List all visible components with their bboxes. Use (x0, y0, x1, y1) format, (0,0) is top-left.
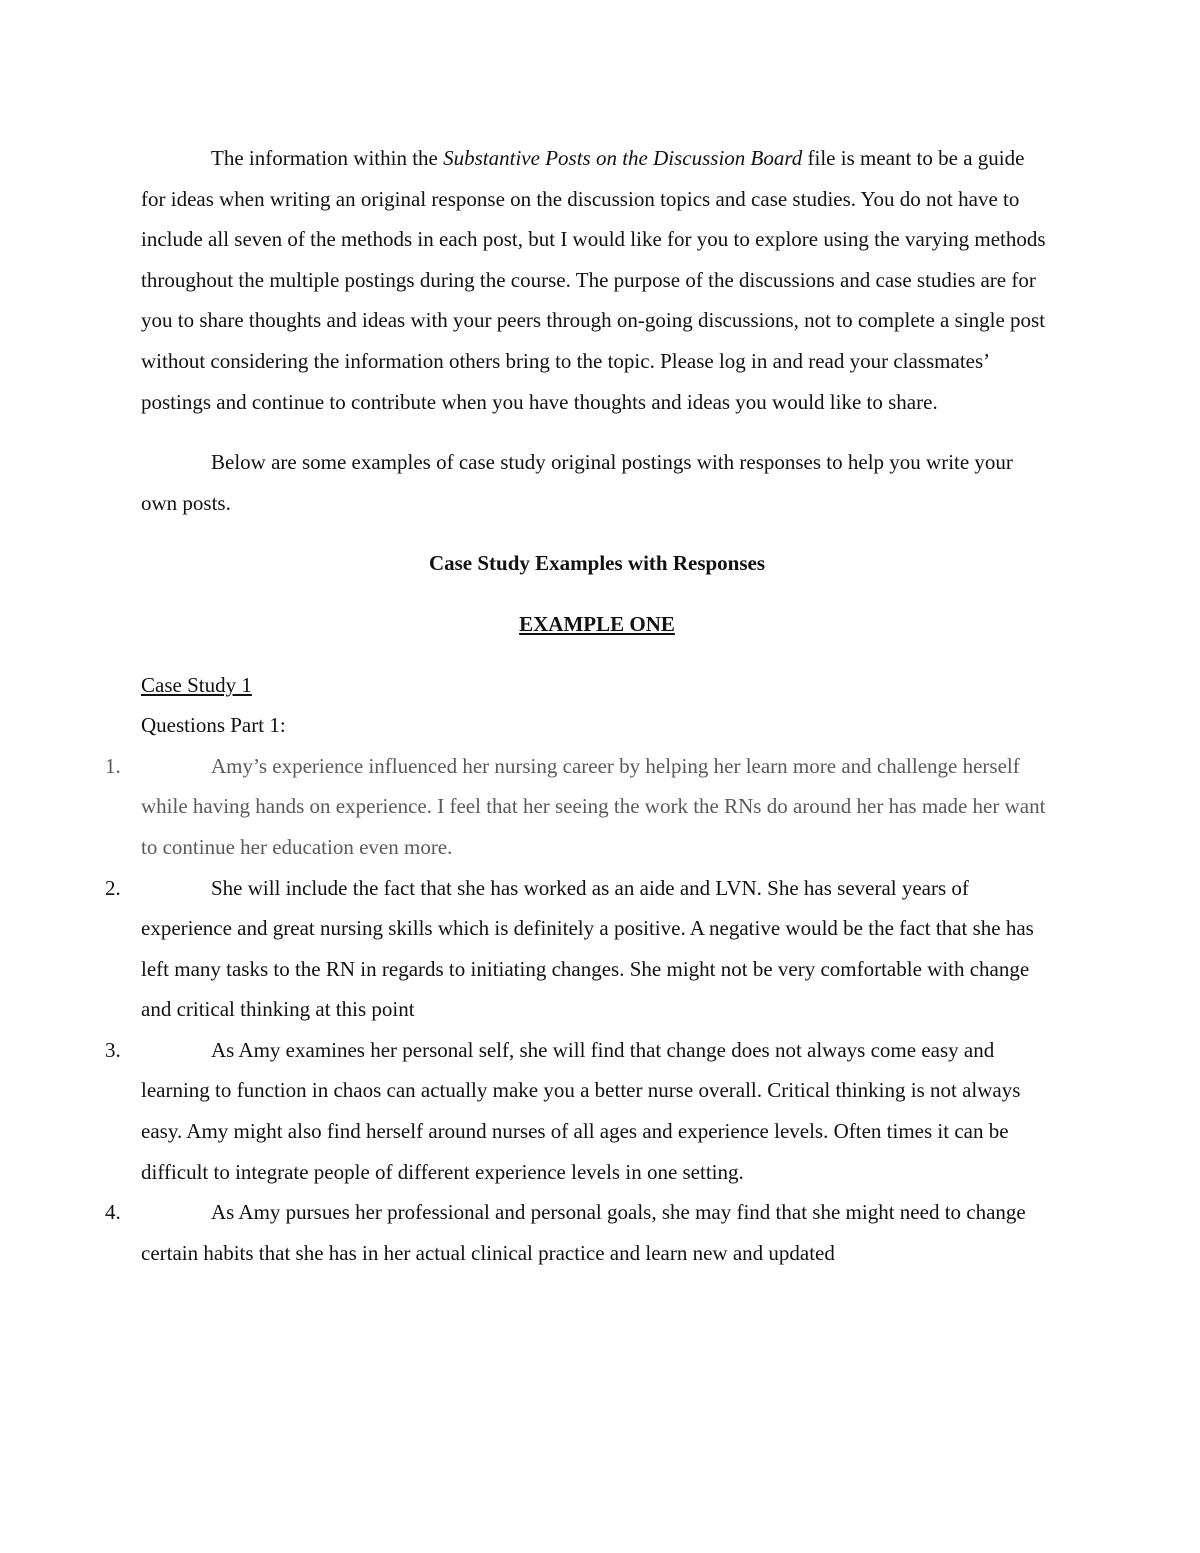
list-item-number: 1. (105, 753, 121, 778)
list-item-text: She will include the fact that she has worked as an aide and LVN. She has several years of experience and great nursing skills which is definitely a positive. A negative would be the fact that she has left many tasks to the RN in regards to initiating changes. She might not be very comfortable with change and critical thinking at this point (141, 875, 1034, 1022)
list-item (105, 746, 1053, 868)
intro-text-start: The information within the (211, 146, 444, 170)
list-item-text: As Amy examines her personal self, she will find that change does not always come easy and learning to function in chaos can actually make you a better nurse overall. Critical thinking is not always easy. Amy might also find herself around nurses of all ages and experience levels. Often times it can be difficult to integrate people of different experience levels in one setting. (141, 1037, 1021, 1184)
list-item-number: 2. (105, 875, 121, 900)
list-item-number: 3. (105, 1037, 121, 1062)
answers-list (105, 746, 1053, 1274)
case-study-title: Case Study 1 (141, 672, 252, 697)
list-item-number: 4. (105, 1200, 121, 1225)
list-item-text: As Amy pursues her professional and personal goals, she may find that she might need to change certain habits that she has in her actual clinical practice and learn new and updated (141, 1200, 1026, 1265)
example-title: EXAMPLE ONE (519, 611, 675, 636)
list-item-text: Amy’s experience influenced her nursing career by helping her learn more and challenge herself while having hands on experience. I feel that her seeing the work the RNs do around her has made her want to continue her education even more. (141, 753, 1046, 859)
list-item (105, 868, 1053, 1030)
intro-file-name: Substantive Posts on the Discussion Board (443, 146, 803, 170)
document-page (105, 138, 1053, 1273)
list-item (105, 1030, 1053, 1192)
section-title: Case Study Examples with Responses (428, 551, 766, 576)
list-item (105, 1192, 1053, 1273)
questions-label: Questions Part 1: (141, 713, 286, 738)
examples-intro-paragraph: Below are some examples of case study original postings with responses to help you write your own posts. (141, 450, 1013, 515)
intro-text-rest: file is meant to be a guide for ideas when writing an original response on the discussion topics and case studies. You do not have to include all seven of the methods in each post, but I would like for you to explore using the varying methods throughout the multiple postings during the course. The purpose of the discussions and case studies are for you to share thoughts and ideas with your peers through on-going discussions, not to complete a single post without considering the information others bring to the topic. Please log in and read your classmates’ postings and continue to contribute when you have thoughts and ideas you would like to share. (141, 146, 1046, 414)
intro-paragraph (141, 138, 1053, 422)
